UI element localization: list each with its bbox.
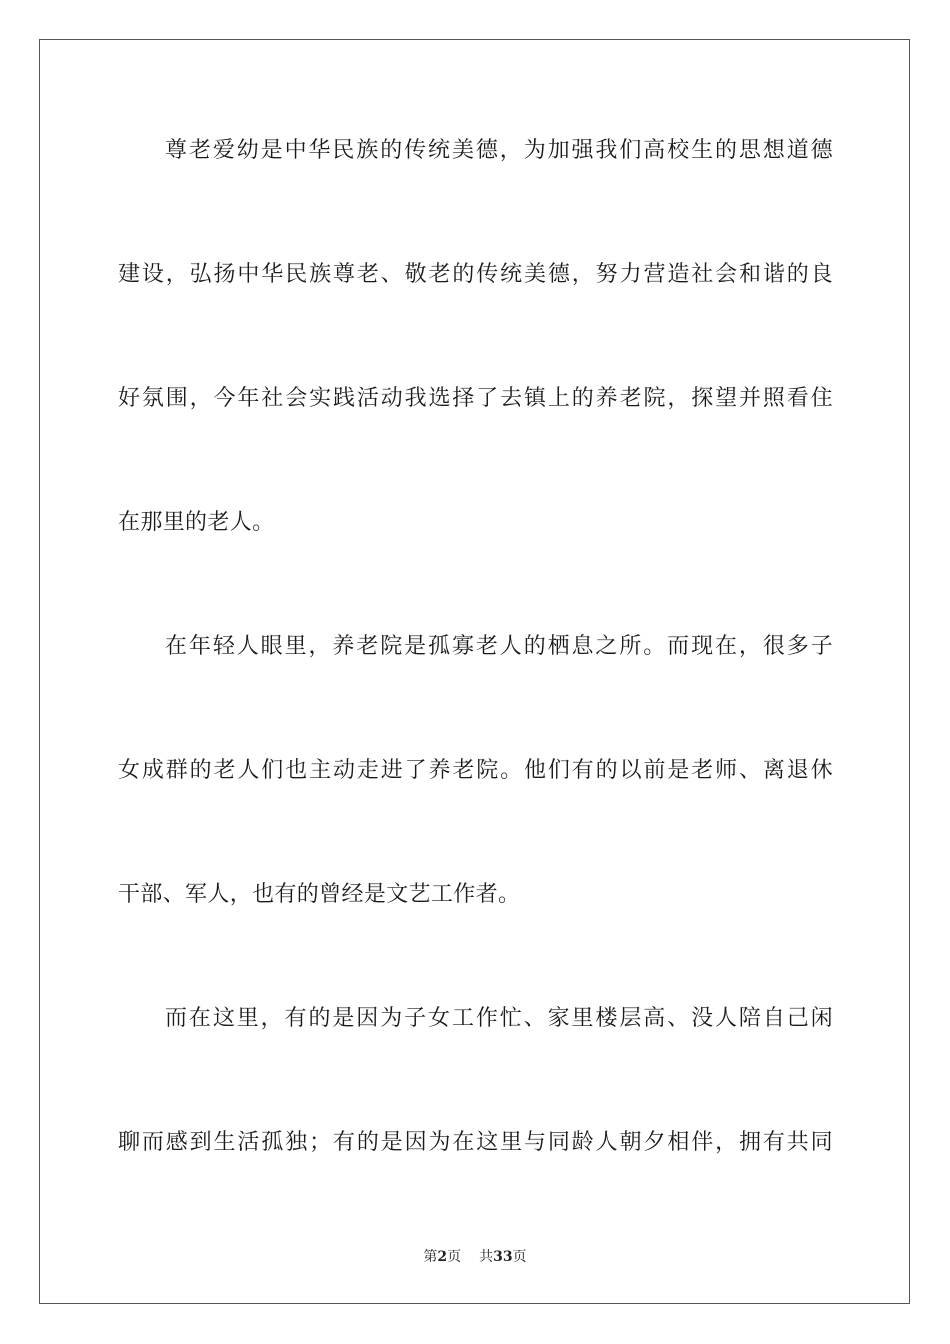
page-suffix: 页 bbox=[447, 1249, 462, 1265]
page-prefix: 第 bbox=[423, 1249, 438, 1265]
text-line: 聊而感到生活孤独；有的是因为在这里与同龄人朝夕相伴，拥有共同 bbox=[118, 1130, 833, 1155]
total-prefix: 共 bbox=[479, 1249, 494, 1265]
page-border bbox=[39, 39, 910, 1304]
text-line: 女成群的老人们也主动走进了养老院。他们有的以前是老师、离退休 bbox=[118, 758, 833, 783]
text-line: 而在这里，有的是因为子女工作忙、家里楼层高、没人陪自己闲 bbox=[165, 1006, 833, 1031]
page-number: 2 bbox=[437, 1249, 448, 1265]
text-line: 尊老爱幼是中华民族的传统美德，为加强我们高校生的思想道德 bbox=[165, 138, 833, 163]
text-line: 在那里的老人。 bbox=[118, 510, 275, 535]
text-line: 在年轻人眼里，养老院是孤寡老人的栖息之所。而现在，很多子 bbox=[165, 634, 833, 659]
text-line: 好氛围，今年社会实践活动我选择了去镇上的养老院，探望并照看住 bbox=[118, 386, 833, 411]
total-suffix: 页 bbox=[512, 1249, 527, 1265]
page-footer bbox=[0, 1248, 950, 1266]
total-pages: 33 bbox=[493, 1249, 513, 1265]
text-line: 干部、军人，也有的曾经是文艺工作者。 bbox=[118, 882, 521, 907]
text-line: 建设，弘扬中华民族尊老、敬老的传统美德，努力营造社会和谐的良 bbox=[118, 262, 833, 287]
